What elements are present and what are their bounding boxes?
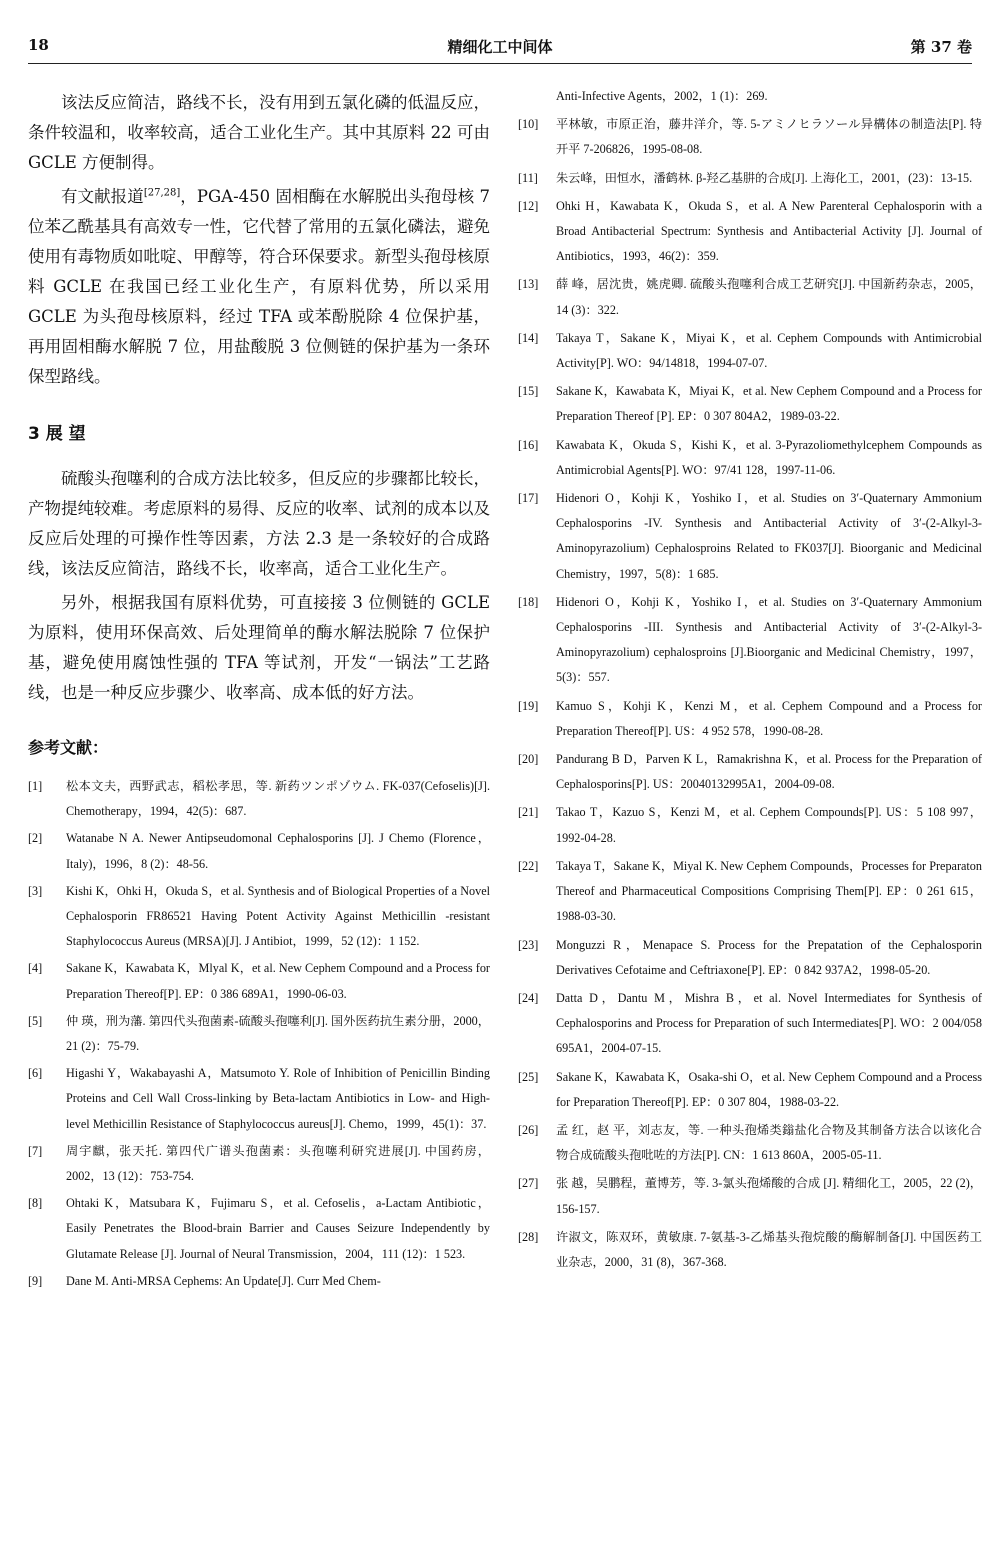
reference-item (28, 1269, 490, 1294)
reference-list-right (518, 112, 982, 1275)
reference-text: Ohki H，Kawabata K，Okuda S，et al. A New Parenteral Cephalosporin with a Broad Antibacterial Spectrum: Synthesis and Antibacterial Activity [J]. Journal of Antibiotics，1993，46(2)：359. (556, 198, 982, 264)
reference-item (28, 879, 490, 955)
reference-item (518, 986, 982, 1062)
reference-item (518, 326, 982, 376)
reference-number: [20] (518, 752, 539, 767)
reference-text: Dane M. Anti-MRSA Cephems: An Update[J]. Curr Med Chem- (66, 1273, 381, 1288)
reference-text: 松本文夫，西野武志，稻松孝思，等. 新药ツンポゾウム. FK-037(Cefoselis)[J]. Chemotherapy，1994，42(5)：687. (66, 779, 490, 819)
reference-item (518, 486, 982, 587)
reference-item (28, 956, 490, 1006)
reference-item (518, 747, 982, 797)
reference-text: Higashi Y，Wakabayashi A，Matsumoto Y. Role of Inhibition of Penicillin Binding Proteins and Cell Wall Cross-linking by Beta-lactam Antibiotics in Low- and High-level Methicillin Resistance of Staphylococcus aureus[J]. Chemo，1999，45(1)：37. (66, 1066, 490, 1131)
reference-text: Takaya T，Sakane K，Miyal K. New Cephem Compounds，Processes for Preparaton Thereof and Pharmaceutical Compositions Comprising Them[P]. EP：0 261 615，1988-03-30. (556, 858, 982, 924)
reference-item (518, 433, 982, 483)
reference-text: 孟 红，赵 平，刘志友，等. 一种头孢烯类鎓盐化合物及其制备方法合以该化合物合成硫酸头孢吡咗的方法[P]. CN：1 613 860A，2005-05-11. (556, 1122, 982, 1163)
reference-item (28, 1009, 490, 1059)
reference-number: [25] (518, 1069, 539, 1084)
reference-text: 周宇麒，张天托. 第四代广谱头孢菌素：头孢噻利研究进展[J]. 中国药房，2002，13 (12)：753-754. (66, 1143, 490, 1184)
reference-number: [27] (518, 1176, 539, 1191)
body-paragraph: 有文献报道[27,28]，PGA-450 固相酶在水解脱出头孢母核 7 位苯乙酰基具有高效专一性，它代替了常用的五氯化磷法，避免使用有毒物质如吡啶、甲醇等，符合环保要求。新型头孢母核原料 GCLE 在我国已经工业化生产，有原料优势，所以采用 GCLE 为头孢母核原料，经过 TFA 或苯酚脱除 4 位保护基，再用固相酶水解脱 7 位，用盐酸脱 3 位侧链的保护基为一条环保型路线。 (28, 187, 490, 386)
reference-text: Kishi K，Ohki H，Okuda S，et al. Synthesis and of Biological Properties of a Novel Cephalosporin FR86521 Having Potent Activity Against Methicillin -resistant Staphylococcus Aureus (MRSA)[J]. J Antibiot，1999，52 (12)：1 152. (66, 883, 490, 949)
reference-number: [18] (518, 594, 539, 609)
reference-item (518, 933, 982, 983)
reference-number: [14] (518, 330, 539, 345)
reference-item (518, 194, 982, 270)
reference-continuation: Anti-Infective Agents，2002，1 (1)：269. (556, 89, 768, 103)
reference-number: [10] (518, 117, 539, 132)
reference-text: Ohtaki K，Matsubara K，Fujimaru S，et al. Cefoselis，a-Lactam Antibiotic，Easily Penetrates the Blood-brain Barrier and Causes Seizure Independently by Glutamate Release [J]. Journal of Neural Transmission，2004，111 (12)：1 523. (66, 1196, 490, 1261)
body-paragraph: 硫酸头孢噻利的合成方法比较多，但反应的步骤都比较长，产物提纯较难。考虑原料的易得、反应的收率、试剂的成本以及反应后处理的可操作性等因素，方法 2.3 是一条较好的合成路线，该法反应简洁，路线不长，收率高，适合工业化生产。 (28, 469, 490, 578)
reference-text: 平林敏，市原正治，藤井洋介，等. 5-アミノヒラソール异構体の制造法[P]. 特开平 7-206826，1995-08-08. (556, 117, 982, 157)
body-paragraph: 该法反应简洁，路线不长，没有用到五氯化磷的低温反应，条件较温和，收率较高，适合工业化生产。其中其原料 22 可由 GCLE 方便制得。 (28, 93, 490, 172)
reference-text: Watanabe N A. Newer Antipseudomonal Cephalosporins [J]. J Chemo (Florence，Italy)，1996，8 (2)：48-56. (66, 831, 490, 871)
reference-text: Kawabata K，Okuda S，Kishi K，et al. 3-Pyrazoliomethylcephem Compounds as Antimicrobial Agents[P]. WO：97/41 128，1997-11-06. (556, 437, 982, 477)
reference-text: Hidenori O，Kohji K，Yoshiko I，et al. Studies on 3′-Quaternary Ammonium Cephalosporins -IV. Synthesis and Antibacterial Activity of 3′-(2-Alkyl-3-Aminopyrazolium) Cephalosproins Related to FK037[J]. Bioorganic and Medicinal Chemistry，1997，5(8)：1 685. (556, 491, 982, 581)
reference-number: [3] (28, 883, 43, 898)
reference-item (518, 112, 982, 162)
section-heading: 3 展 望 (28, 424, 86, 444)
page-number: 18 (28, 36, 49, 54)
reference-number: [4] (28, 961, 43, 976)
reference-item (28, 1061, 490, 1137)
reference-item (518, 800, 982, 850)
reference-number: [13] (518, 277, 539, 292)
reference-text: 仲 瑛，刑为藩. 第四代头孢菌素-硫酸头孢噻利[J]. 国外医药抗生素分册，2000，21 (2)：75-79. (66, 1013, 490, 1054)
reference-item (518, 166, 982, 191)
reference-text: 张 越，吴鹏程，董博芳，等. 3-氯头孢烯酸的合成 [J]. 精细化工，2005，22 (2)，156-157. (556, 1176, 982, 1216)
volume-label: 第 37 卷 (910, 38, 972, 56)
reference-text: 薛 峰，居沈贵，姚虎卿. 硫酸头孢噻利合成工艺研究[J]. 中国新药杂志，2005，14 (3)：322. (556, 277, 982, 317)
reference-number: [1] (28, 779, 43, 793)
reference-item (518, 694, 982, 744)
reference-number: [23] (518, 937, 539, 952)
reference-text: Takaya T，Sakane K，Miyai K，et al. Cephem Compounds with Antimicrobial Activity[P]. WO：94/14818，1994-07-07. (556, 330, 982, 371)
reference-number: [6] (28, 1066, 43, 1081)
reference-number: [22] (518, 858, 539, 873)
reference-number: [24] (518, 990, 539, 1005)
reference-text: Sakane K，Kawabata K，Miyai K，et al. New Cephem Compound and a Process for Preparation Thereof [P]. EP：0 307 804A2，1989-03-22. (556, 384, 982, 424)
reference-text: 许淑文，陈双环，黄敏康. 7-氨基-3-乙烯基头孢烷酸的酶解制备[J]. 中国医药工业杂志，2000，31 (8)，367-368. (556, 1229, 982, 1269)
reference-item (518, 379, 982, 429)
reference-item (518, 1065, 982, 1115)
reference-text: Pandurang B D，Parven K L，Ramakrishna K，et al. Process for the Preparation of Cephalosporins[P]. US：20040132995A1，2004-09-08. (556, 752, 982, 792)
reference-number: [26] (518, 1122, 539, 1137)
reference-number: [11] (518, 170, 538, 185)
references-heading: 参考文献： (28, 738, 109, 757)
reference-number: [19] (518, 698, 539, 713)
reference-text: 朱云峰，田恒水，潘鹤林. β-羟乙基肼的合成[J]. 上海化工，2001，(23)：13-15. (556, 170, 973, 185)
reference-text: Takao T，Kazuo S，Kenzi M，et al. Cephem Compounds[P]. US：5 108 997，1992-04-28. (556, 805, 982, 845)
reference-number: [15] (518, 384, 539, 399)
reference-number: [12] (518, 198, 539, 213)
reference-number: [8] (28, 1196, 43, 1211)
reference-number: [5] (28, 1013, 43, 1028)
reference-number: [7] (28, 1143, 43, 1158)
page-header (28, 36, 972, 60)
reference-item (28, 774, 490, 824)
journal-title: 精细化工中间体 (447, 38, 553, 56)
left-column (28, 84, 490, 1296)
reference-item (518, 854, 982, 930)
reference-text: Sakane K，Kawabata K，Mlyal K，et al. New Cephem Compound and a Process for Preparation Thereof[P]. EP：0 386 689A1，1990-06-03. (66, 961, 490, 1001)
reference-text: Kamuo S，Kohji K，Kenzi M，et al. Cephem Compound and a Process for Preparation Thereof[P]. US：4 952 578，1990-08-28. (556, 698, 982, 738)
reference-text: Datta D，Dantu M，Mishra B，et al. Novel Intermediates for Synthesis of Cephalosporins and Process for Preparation of such Intermediates[P]. WO：2 004/058 695A1，2004-07-15. (556, 990, 982, 1056)
reference-number: [21] (518, 805, 539, 820)
reference-item (28, 826, 490, 876)
reference-text: Hidenori O，Kohji K，Yoshiko I，et al. Studies on 3′-Quaternary Ammonium Cephalosporins -III. Synthesis and Antibacterial Activity of 3′-(2-Alkyl-3-Aminopyrazolium) cephalosproins [J].Bioorganic and Medicinal Chemistry，1997，5(3)：557. (556, 594, 982, 685)
header-rule (28, 63, 972, 64)
reference-number: [9] (28, 1273, 43, 1288)
body-paragraph: 另外，根据我国有原料优势，可直接接 3 位侧链的 GCLE 为原料，使用环保高效、后处理简单的酶水解法脱除 7 位保护基，避免使用腐蚀性强的 TFA 等试剂，开发“一锅法”工艺路线，也是一种反应步骤少、收率高、成本低的好方法。 (28, 593, 490, 702)
reference-number: [28] (518, 1229, 539, 1244)
reference-item (518, 1118, 982, 1168)
reference-item (518, 272, 982, 322)
reference-item (518, 590, 982, 691)
reference-number: [16] (518, 437, 539, 452)
reference-item (518, 1225, 982, 1275)
reference-number: [17] (518, 491, 539, 506)
right-column (518, 84, 982, 1278)
reference-text: Monguzzi R，Menapace S. Process for the Prepatation of the Cephalosporin Derivatives Cefotaime and Ceftriaxone[P]. EP：0 842 937A2，1998-05-20. (556, 937, 982, 977)
reference-list-left (28, 774, 490, 1294)
reference-number: [2] (28, 831, 43, 846)
reference-item (28, 1191, 490, 1267)
reference-text: Sakane K，Kawabata K，Osaka-shi O，et al. New Cephem Compound and a Process for Preparation Thereof[P]. EP：0 307 804，1988-03-22. (556, 1069, 982, 1109)
reference-item (28, 1139, 490, 1189)
reference-item (518, 1171, 982, 1221)
